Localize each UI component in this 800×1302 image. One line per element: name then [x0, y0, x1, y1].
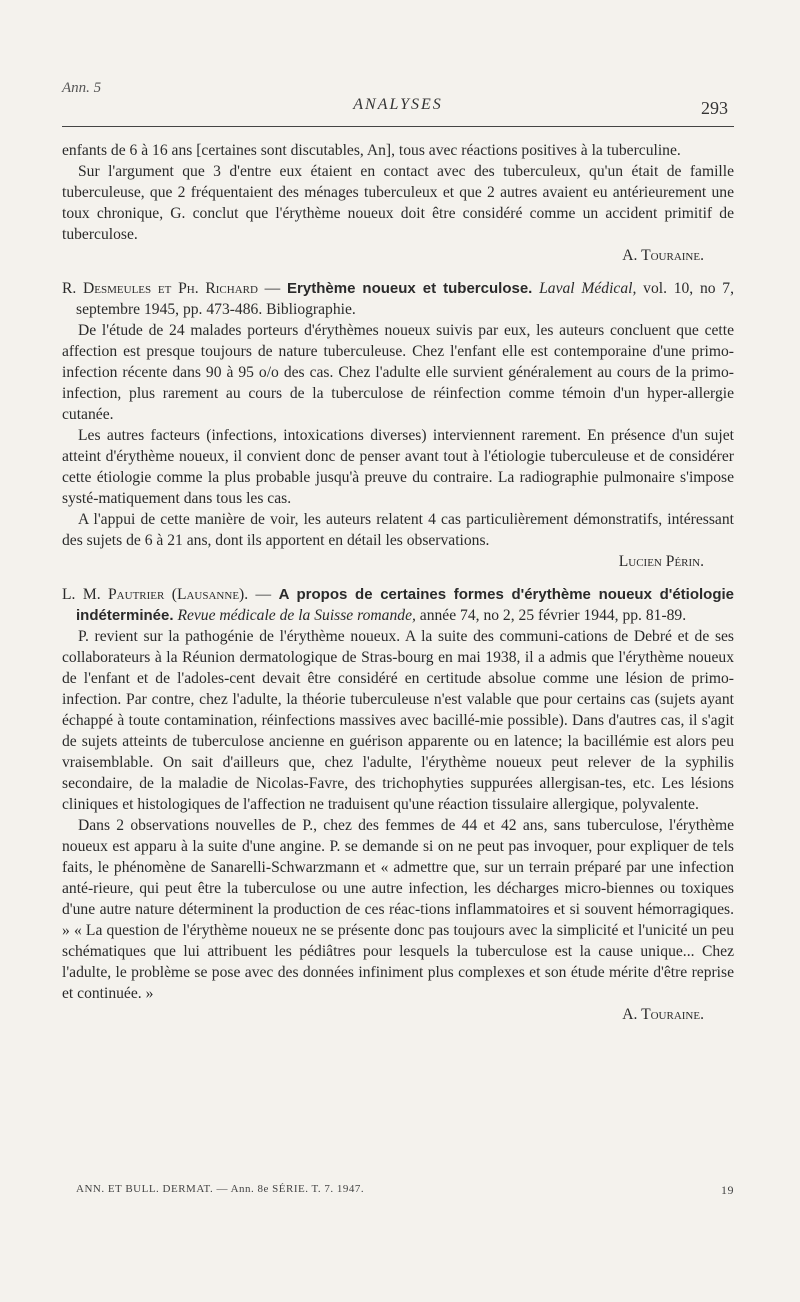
reference-journal: Revue médicale de la Suisse romande,	[177, 607, 416, 624]
paragraph: De l'étude de 24 malades porteurs d'érythèmes noueux suivis par eux, les auteurs concluent que cette affection est presque toujours de nature tuberculeuse. Chez l'enfant elle est contemporaine d'une primo-infection récente dans 90 à 95 o/o des cas. Chez l'adulte elle survient généralement au cours de la primo-infection, plus rarement au cours de la tuberculose de réinfection comme témoin d'un hyper-allergie cutanée.	[62, 322, 734, 423]
reference-title: A propos de certaines formes d'érythème noueux d'étiologie indéterminée.	[76, 586, 735, 624]
page-footer	[76, 1183, 734, 1195]
reference-authors: R. Desmeules et Ph. Richard —	[62, 280, 281, 297]
paragraph: enfants de 6 à 16 ans [certaines sont discutables, An], tous avec réactions positives à la tuberculine.	[62, 142, 681, 159]
reference-details: vol. 10, no 7, septembre 1945, pp. 473-486. Bibliographie.	[76, 280, 735, 318]
reference-details: année 74, no 2, 25 février 1944, pp. 81-89.	[419, 607, 687, 624]
paragraph: P. revient sur la pathogénie de l'érythème noueux. A la suite des communi-cations de Debré et de ses collaborateurs à la Réunion dermatologique de Stras-bourg en mai 1938, il a admis que l'érythème noueux de l'enfant et de l'adoles-cent devait être considéré en certitude absolue comme une lésion de primo-infection. Par contre, chez l'adulte, la théorie tuberculeuse n'est valable que pour certains cas (sujets ayant échappé à toute contamination, réinfections massives avec bacillé-mie possible). Dans d'autres cas, il s'agit de sujets atteints de tuberculose ancienne en guérison apparente ou en latence; la bacillémie est alors peu vraisemblable. On sait d'ailleurs que, chez l'adulte, l'érythème noueux peut relever de la syphilis secondaire, de la maladie de Nicolas-Favre, des trichophyties suppurées allergisan-tes, etc. Les lésions cliniques et histologiques de l'affection ne traduisent qu'une réaction tissulaire allergique, polyvalente.	[62, 628, 734, 813]
page-number: 293	[701, 98, 728, 118]
footer-sheet-number: 19	[721, 1183, 734, 1197]
reference-journal: Laval Médical,	[539, 280, 637, 297]
page-title: ANALYSES	[353, 96, 443, 113]
header-rule	[62, 126, 734, 127]
reference-authors: L. M. Pautrier (Lausanne). —	[62, 586, 272, 603]
signature: A. Touraine.	[622, 1006, 704, 1023]
page	[62, 0, 734, 1302]
running-ann: Ann. 5	[62, 80, 102, 96]
paragraph: Les autres facteurs (infections, intoxications diverses) interviennent rarement. En présence d'un sujet atteint d'érythème noueux, il convient donc de penser avant tout à l'étiologie tuberculeuse et de considérer cette étiologie comme la plus probable jusqu'à preuve du contraire. La radiographie pulmonaire s'impose systé-matiquement dans tous les cas.	[62, 427, 734, 507]
paragraph: A l'appui de cette manière de voir, les auteurs relatent 4 cas particulièrement démonstratifs, intéressant des sujets de 6 à 21 ans, dont ils apportent en détail les observations.	[62, 511, 734, 549]
signature: A. Touraine.	[622, 247, 704, 264]
reference-entry	[62, 584, 734, 626]
reference-title: Erythème noueux et tuberculose.	[287, 280, 533, 297]
footer-journal: ANN. ET BULL. DERMAT. — Ann. 8e SÉRIE. T. 7. 1947.	[76, 1183, 365, 1195]
reference-entry	[62, 278, 734, 320]
signature: Lucien Périn.	[618, 553, 704, 570]
paragraph: Sur l'argument que 3 d'entre eux étaient en contact avec des tuberculeux, qu'un était de famille tuberculeuse, que 2 fréquentaient des ménages tuberculeux et que 2 autres avaient eu antérieurement une toux chronique, G. conclut que l'érythème noueux doit être considéré comme un accident primitif de tuberculose.	[62, 163, 734, 243]
article-body	[62, 140, 734, 1025]
paragraph: Dans 2 observations nouvelles de P., chez des femmes de 44 et 42 ans, sans tuberculose, l'érythème noueux est apparu à la suite d'une angine. P. se demande si on ne peut pas invoquer, pour expliquer de tels faits, le phénomène de Sanarelli-Schwarzmann et « admettre que, sur un terrain préparé par une infection anté-rieure, qui peut être la tuberculose ou une autre infection, les décharges micro-biennes ou toxiques d'une autre nature déterminent la production de ces réac-tions inflammatoires et si souvent hémorragiques. » « La question de l'érythème noueux ne se présente donc pas toujours avec la simplicité et l'unicité un peu schématiques que lui attribuent les pédiâtres pour lesquels la tuberculose est la cause unique... Chez l'adulte, le problème se pose avec des données infiniment plus complexes et son étude mérite d'être reprise et continuée. »	[62, 817, 734, 1002]
